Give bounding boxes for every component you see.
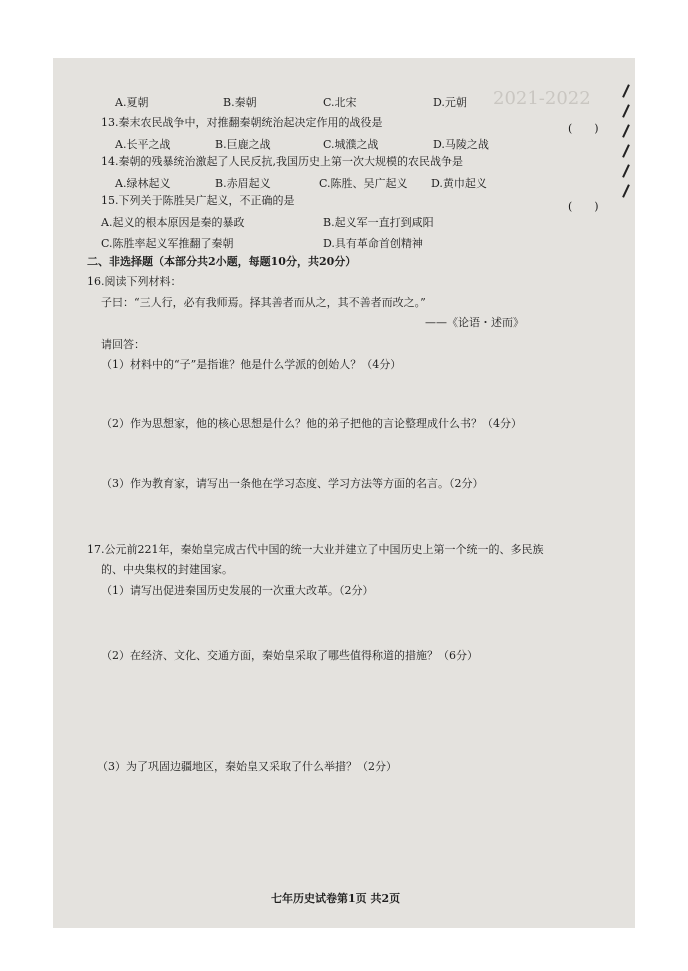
q14-option-a: A.绿林起义 (115, 177, 171, 190)
q15-answer-paren: ( ) (568, 200, 599, 213)
q17-stem-line2: 的、中央集权的封建国家。 (101, 563, 233, 576)
q12-option-c: C.北宋 (323, 96, 357, 109)
page-footer: 七年历史试卷第1页 共2页 (271, 892, 401, 905)
q17-sub3: （3）为了巩固边疆地区，秦始皇又采取了什么举措？（2分） (97, 760, 397, 773)
edge-marks (619, 78, 631, 198)
exam-paper (53, 58, 635, 928)
q15-option-a: A.起义的根本原因是秦的暴政 (101, 216, 245, 229)
q16-stem: 16.阅读下列材料： (87, 275, 182, 288)
q15-option-b: B.起义军一直打到咸阳 (323, 216, 434, 229)
q12-option-b: B.秦朝 (223, 96, 257, 109)
q13-option-b: B.巨鹿之战 (215, 138, 271, 151)
q15-stem: 15.下列关于陈胜吴广起义，不正确的是 (101, 194, 295, 207)
q16-sub2: （2）作为思想家，他的核心思想是什么？他的弟子把他的言论整理成什么书？（4分） (101, 417, 522, 430)
q14-option-d: D.黄巾起义 (431, 177, 487, 190)
q13-option-d: D.马陵之战 (433, 138, 489, 151)
q14-stem: 14.秦朝的残暴统治激起了人民反抗,我国历史上第一次大规模的农民战争是 (101, 155, 463, 168)
q14-option-b: B.赤眉起义 (215, 177, 271, 190)
bleed-through-text: 2021-2022 (493, 88, 591, 109)
q13-answer-paren: ( ) (568, 122, 599, 135)
q16-quote: 子曰：“三人行，必有我师焉。择其善者而从之，其不善者而改之。” (101, 296, 426, 309)
q15-option-c: C.陈胜率起义军推翻了秦朝 (101, 237, 234, 250)
q12-option-d: D.元朝 (433, 96, 467, 109)
q13-option-a: A.长平之战 (115, 138, 171, 151)
q17-stem-line1: 17.公元前221年，秦始皇完成古代中国的统一大业并建立了中国历史上第一个统一的、多民族 (87, 543, 544, 556)
q17-sub1: （1）请写出促进秦国历史发展的一次重大改革。（2分） (101, 584, 374, 597)
q12-option-a: A.夏朝 (115, 96, 149, 109)
q13-stem: 13.秦末农民战争中，对推翻秦朝统治起决定作用的战役是 (101, 116, 383, 129)
q16-sub1: （1）材料中的“子”是指谁？他是什么学派的创始人？（4分） (101, 358, 402, 371)
q16-quote-source: ——《论语・述而》 (425, 316, 524, 329)
q15-option-d: D.具有革命首创精神 (323, 237, 423, 250)
q14-option-c: C.陈胜、吴广起义 (319, 177, 408, 190)
q16-prompt: 请回答： (101, 338, 145, 351)
q16-sub3: （3）作为教育家，请写出一条他在学习态度、学习方法等方面的名言。（2分） (101, 477, 484, 490)
q13-option-c: C.城濮之战 (323, 138, 379, 151)
section-2-heading: 二、非选择题（本部分共2小题，每题10分，共20分） (87, 255, 357, 268)
q17-sub2: （2）在经济、文化、交通方面，秦始皇采取了哪些值得称道的措施？（6分） (101, 649, 478, 662)
